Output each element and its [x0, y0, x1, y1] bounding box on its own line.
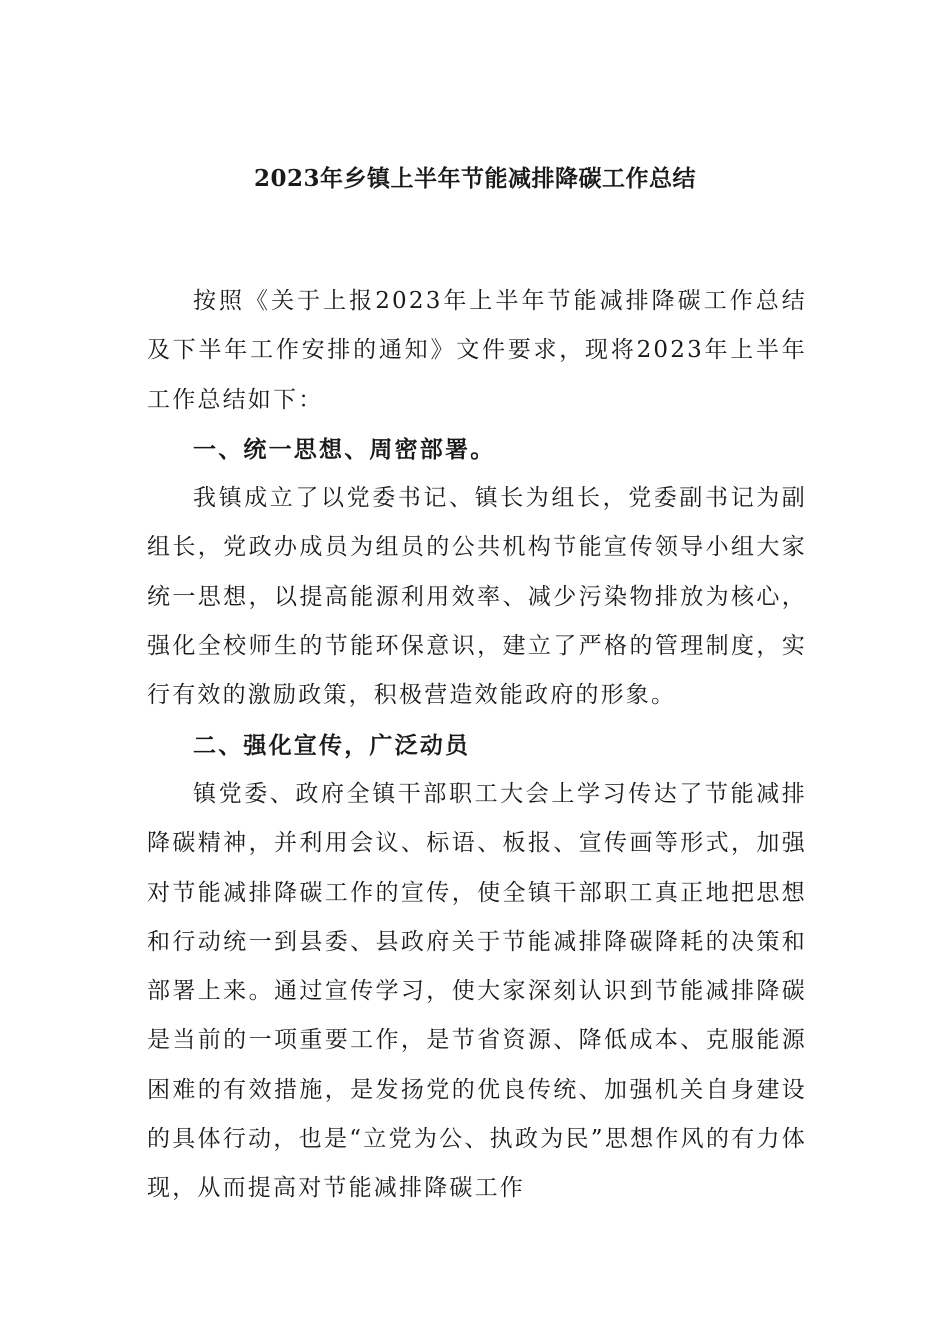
section-1-heading: 一、统一思想、周密部署。: [193, 435, 496, 463]
document-title: 2023年乡镇上半年节能减排降碳工作总结: [253, 165, 696, 192]
document-body: [147, 277, 807, 1214]
intro-paragraph: 按照《关于上报2023年上半年节能减排降碳工作总结及下半年工作安排的通知》文件要求，现将2023年上半年工作总结如下：: [147, 288, 807, 413]
section-2-paragraph: 镇党委、政府全镇干部职工大会上学习传达了节能减排降碳精神，并利用会议、标语、板报、宣传画等形式，加强对节能减排降碳工作的宣传，使全镇干部职工真正地把思想和行动统一到县委、县政府关于节能减排降碳降耗的决策和部署上来。通过宣传学习，使大家深刻认识到节能减排降碳是当前的一项重要工作，是节省资源、降低成本、克服能源困难的有效措施，是发扬党的优良传统、加强机关自身建设的具体行动，也是“立党为公、执政为民”思想作风的有力体现，从而提高对节能减排降碳工作: [147, 780, 807, 1202]
section-2-heading: 二、强化宣传，广泛动员: [193, 731, 471, 759]
section-1-paragraph: 我镇成立了以党委书记、镇长为组长，党委副书记为副组长，党政办成员为组员的公共机构节能宣传领导小组大家统一思想，以提高能源利用效率、减少污染物排放为核心，强化全校师生的节能环保意识，建立了严格的管理制度，实行有效的激励政策，积极营造效能政府的形象。: [147, 485, 807, 709]
